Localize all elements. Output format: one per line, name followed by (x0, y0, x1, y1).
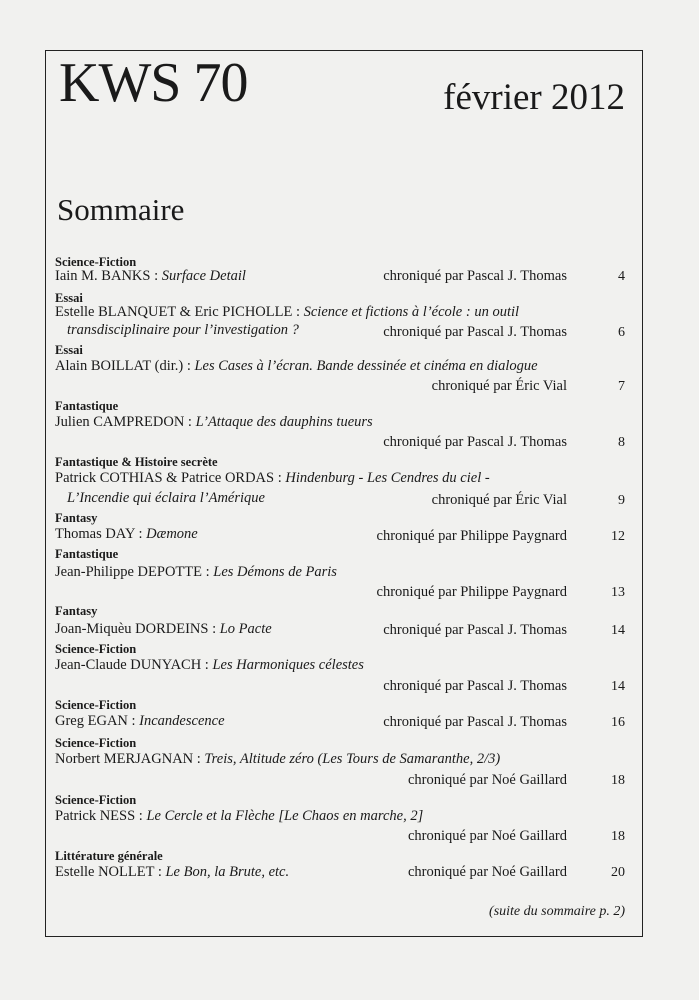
entry-author: Joan-Miquèu DORDEINS : (55, 621, 220, 637)
entry-chronicler: chroniqué par Pascal J. Thomas (383, 714, 567, 730)
entry-author: Jean-Philippe DEPOTTE : (55, 564, 214, 580)
entry-page-number: 6 (618, 325, 625, 340)
entry-author: Jean-Claude DUNYACH : (55, 657, 213, 673)
entry-genre: Science-Fiction (55, 736, 137, 750)
entry-title: transdisciplinaire pour l’investigation ? (67, 322, 299, 338)
entry-genre: Science-Fiction (55, 255, 137, 269)
entry-author: Estelle NOLLET : (55, 864, 166, 880)
issue-number: KWS 70 (59, 52, 248, 114)
entry-title: Les Harmoniques célestes (212, 657, 364, 673)
entry-page-number: 18 (611, 773, 625, 788)
entry-title: Incandescence (139, 713, 225, 729)
entry-title: Les Cases à l’écran. Bande dessinée et cinéma en dialogue (194, 358, 538, 374)
entry-genre: Science-Fiction (55, 642, 137, 656)
entry-title: L’Attaque des dauphins tueurs (195, 414, 373, 430)
entry-genre: Essai (55, 291, 83, 305)
entry-chronicler: chroniqué par Noé Gaillard (407, 772, 567, 788)
entry-page-number: 16 (611, 715, 625, 730)
entry-reference (67, 491, 265, 506)
entry-reference (55, 305, 519, 320)
entry-title: Dæmone (146, 526, 198, 542)
entry-chronicler: chroniqué par Noé Gaillard (407, 864, 567, 880)
entry-page-number: 14 (611, 623, 625, 638)
entry-page-number: 18 (611, 829, 625, 844)
entry-author: Thomas DAY : (55, 526, 147, 542)
entry-genre: Essai (55, 343, 83, 357)
entry-genre: Fantastique (55, 547, 119, 561)
entry-title: Treis, Altitude zéro (Les Tours de Samaranthe, 2/3) (204, 751, 501, 767)
entry-author: Greg EGAN : (55, 713, 140, 729)
entry-genre: Fantasy (55, 604, 98, 618)
entry-page-number: 14 (611, 679, 625, 694)
entry-page-number: 7 (618, 379, 625, 394)
entry-author: Estelle BLANQUET & Eric PICHOLLE : (55, 304, 304, 320)
entry-author: Alain BOILLAT (dir.) : (55, 358, 195, 374)
entry-reference (55, 658, 364, 673)
entry-title: Les Démons de Paris (213, 564, 337, 580)
entry-author: Patrick COTHIAS & Patrice ORDAS : (55, 470, 286, 486)
entry-author: Norbert MERJAGNAN : (55, 751, 205, 767)
entry-page-number: 20 (611, 865, 625, 880)
entry-reference (55, 471, 490, 486)
entry-reference (55, 359, 538, 374)
entry-title: Surface Detail (161, 268, 246, 284)
entry-reference (55, 527, 198, 542)
entry-title: L’Incendie qui éclaira l’Amérique (67, 490, 265, 506)
entry-title: Le Bon, la Brute, etc. (165, 864, 290, 880)
entry-chronicler: chroniqué par Éric Vial (431, 492, 567, 508)
entry-reference (55, 565, 337, 580)
entry-page-number: 13 (611, 585, 625, 600)
entry-chronicler: chroniqué par Philippe Paygnard (376, 584, 567, 600)
entry-page-number: 4 (618, 269, 625, 284)
entry-title: Lo Pacte (219, 621, 272, 637)
entry-author: Patrick NESS : (55, 808, 147, 824)
entry-reference (67, 323, 299, 338)
entry-chronicler: chroniqué par Pascal J. Thomas (383, 268, 567, 284)
table-of-contents (46, 51, 642, 936)
entry-chronicler: chroniqué par Pascal J. Thomas (383, 678, 567, 694)
entry-author: Julien CAMPREDON : (55, 414, 196, 430)
entry-reference (55, 714, 225, 729)
entry-reference (55, 865, 289, 880)
entry-page-number: 9 (618, 493, 625, 508)
entry-chronicler: chroniqué par Pascal J. Thomas (383, 434, 567, 450)
continued-note: (suite du sommaire p. 2) (489, 904, 625, 919)
entry-genre: Science-Fiction (55, 698, 137, 712)
entry-title: Le Cercle et la Flèche [Le Chaos en marche, 2] (146, 808, 424, 824)
entry-reference (55, 752, 500, 767)
entry-genre: Science-Fiction (55, 793, 137, 807)
entry-author: Iain M. BANKS : (55, 268, 162, 284)
entry-genre: Fantastique (55, 399, 119, 413)
entry-title: Hindenburg - Les Cendres du ciel - (285, 470, 490, 486)
entry-page-number: 12 (611, 529, 625, 544)
contents-heading: Sommaire (57, 192, 185, 227)
entry-chronicler: chroniqué par Noé Gaillard (407, 828, 567, 844)
entry-reference (55, 622, 272, 637)
entry-genre: Littérature générale (55, 849, 163, 863)
entry-chronicler: chroniqué par Philippe Paygnard (376, 528, 567, 544)
entry-page-number: 8 (618, 435, 625, 450)
page-frame (45, 50, 643, 937)
entry-genre: Fantasy (55, 511, 98, 525)
entry-genre: Fantastique & Histoire secrète (55, 455, 218, 469)
entry-reference (55, 809, 423, 824)
issue-date: février 2012 (443, 77, 625, 118)
entry-reference (55, 269, 246, 284)
entry-chronicler: chroniqué par Pascal J. Thomas (383, 622, 567, 638)
entry-reference (55, 415, 373, 430)
entry-chronicler: chroniqué par Éric Vial (431, 378, 567, 394)
entry-title: Science et fictions à l’école : un outil (303, 304, 520, 320)
entry-chronicler: chroniqué par Pascal J. Thomas (383, 324, 567, 340)
